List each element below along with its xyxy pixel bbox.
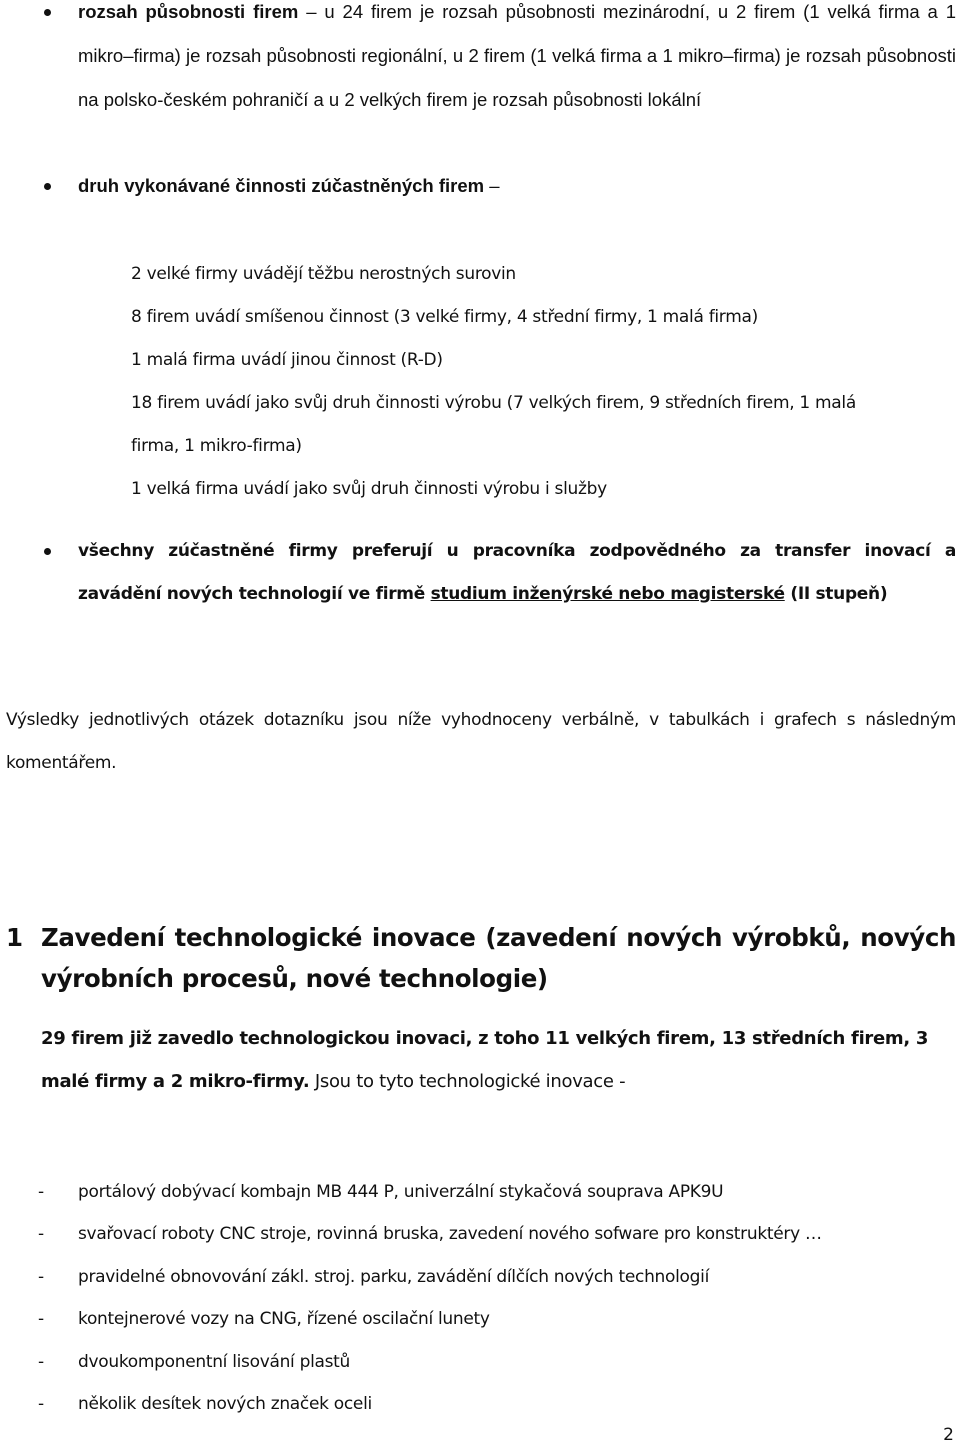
bullet-scope-lead: rozsah působnosti firem — [78, 1, 299, 22]
intro-paragraph: Výsledky jednotlivých otázek dotazníku jsou níže vyhodnoceny verbálně, v tabulkách i grafech s následným komentářem. — [6, 710, 956, 773]
innovation-item — [0, 1213, 960, 1255]
section-heading — [6, 917, 956, 999]
innovation-text: svařovací roboty CNC stroje, rovinná bruska, zavedení nového sofware pro konstruktéry … — [78, 1224, 822, 1244]
dash-marker: - — [38, 1309, 44, 1329]
dash-marker: - — [38, 1394, 44, 1414]
bullet-qualification — [78, 530, 956, 616]
page-number: 2 — [943, 1425, 954, 1445]
summary-rest: Jsou to tyto technologické inovace - — [309, 1071, 626, 1092]
activity-item: 8 firem uvádí smíšenou činnost (3 velké firmy, 4 střední firmy, 1 malá firma) — [131, 307, 758, 327]
bullet-scope-text: – u 24 firem je rozsah působnosti mezinárodní, u 2 firem (1 velká firma a 1 mikro–firma) je rozsah působnosti regionální, u 2 firem (1 velká firma a 1 mikro–firma) je rozsah působnosti na polsko-českém pohraničí a u 2 velkých firem je rozsah působnosti lokální — [78, 1, 957, 110]
innovation-item — [0, 1256, 960, 1298]
bullet-qualification-tail: (II stupeň) — [784, 584, 888, 604]
innovation-item — [0, 1383, 960, 1425]
section-number: 1 — [6, 923, 23, 952]
bullet-marker — [44, 9, 51, 16]
innovation-item — [0, 1171, 960, 1213]
dash-marker: - — [38, 1352, 44, 1372]
activity-item: 2 velké firmy uvádějí těžbu nerostných surovin — [131, 264, 516, 284]
innovation-text: několik desítek nových značek oceli — [78, 1394, 372, 1414]
bullet-activity — [78, 164, 956, 208]
activity-item: 1 velká firma uvádí jako svůj druh činnosti výrobu i služby — [131, 479, 607, 499]
section-title: Zavedení technologické inovace (zavedení nových výrobků, nových výrobních procesů, nové technologie) — [41, 923, 956, 993]
bullet-scope — [78, 0, 956, 122]
innovation-text: pravidelné obnovování zákl. stroj. parku, zavádění dílčích nových technologií — [78, 1267, 709, 1287]
bullet-activity-lead: druh vykonávané činnosti zúčastněných firem — [78, 175, 485, 196]
innovation-item — [0, 1341, 960, 1383]
activity-sublist — [131, 253, 881, 511]
innovation-item — [0, 1298, 960, 1340]
innovation-text: dvoukomponentní lisování plastů — [78, 1352, 351, 1372]
bullet-qualification-text: všechny zúčastněné firmy preferují u pracovníka zodpovědného za transfer inovací a zavádění nových technologií ve firmě — [78, 541, 956, 604]
dash-marker: - — [38, 1224, 44, 1244]
activity-item: 1 malá firma uvádí jinou činnost (R-D) — [131, 350, 443, 370]
dash-marker: - — [38, 1182, 44, 1202]
bullet-marker — [44, 548, 51, 555]
bullet-marker — [44, 183, 51, 190]
summary-bold: 29 firem již zavedlo technologickou inovaci, z toho 11 velkých firem, 13 středních firem, 3 malé firmy a 2 mikro-firmy. — [41, 1028, 929, 1092]
section-summary — [41, 1017, 956, 1103]
innovation-text: kontejnerové vozy na CNG, řízené oscilační lunety — [78, 1309, 490, 1329]
activity-item: 18 firem uvádí jako svůj druh činnosti výrobu (7 velkých firem, 9 středních firem, 1 malá firma, 1 mikro-firma) — [131, 393, 856, 456]
bullet-activity-text: – — [484, 175, 500, 196]
innovation-text: portálový dobývací kombajn MB 444 P, univerzální stykačová souprava APK9U — [78, 1182, 724, 1202]
bullet-qualification-underlined: studium inženýrské nebo magisterské — [430, 584, 785, 604]
dash-marker: - — [38, 1267, 44, 1287]
